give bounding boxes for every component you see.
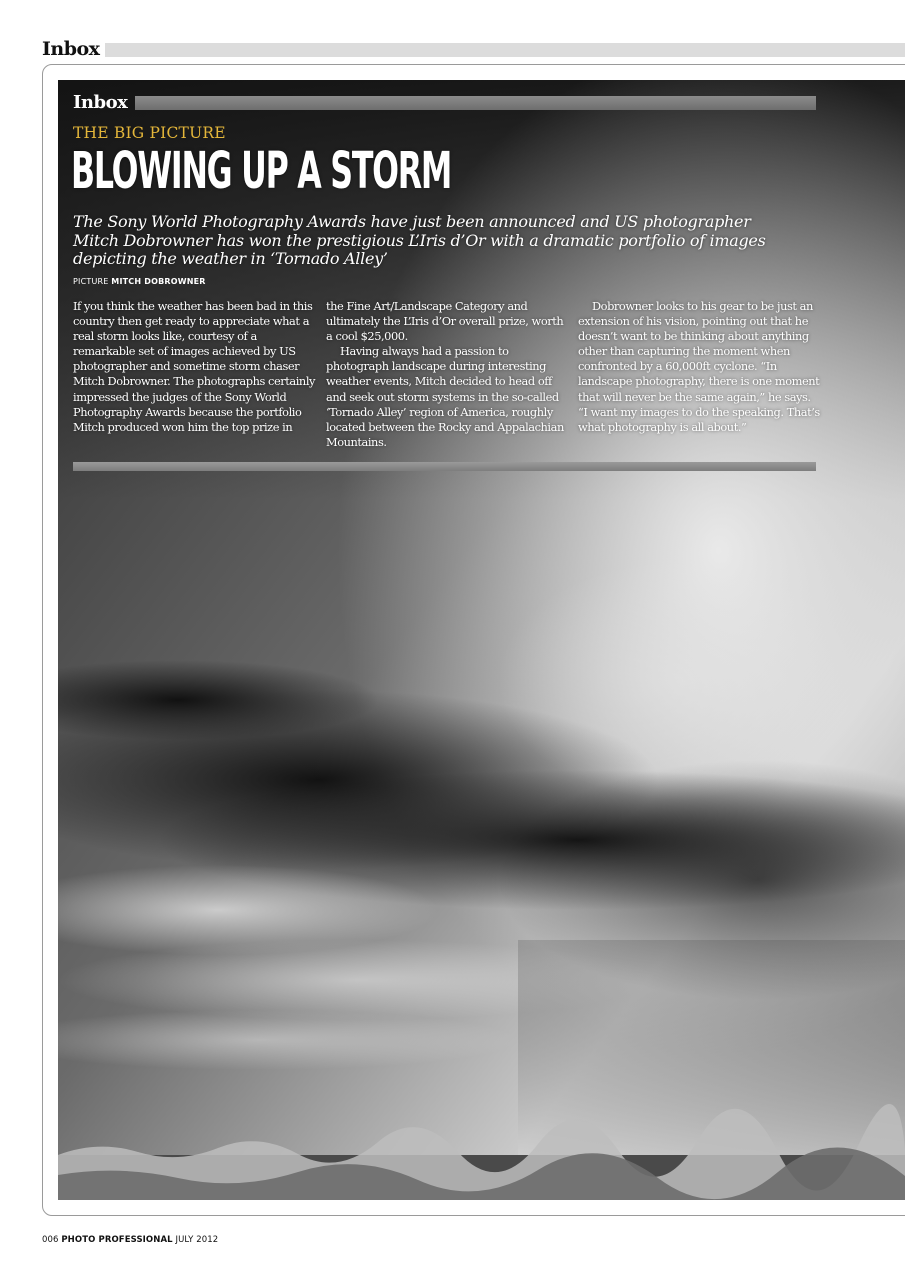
- section-label: Inbox: [42, 38, 100, 60]
- credit-label: PICTURE: [73, 277, 109, 286]
- storm-photograph: [58, 80, 905, 1200]
- text-panel-rule: [73, 462, 816, 471]
- headline: BLOWING UP A STORM: [71, 142, 452, 201]
- page-number: 006: [42, 1235, 59, 1245]
- body-column-1: [73, 299, 315, 435]
- credit-name: MITCH DOBROWNER: [111, 277, 206, 286]
- issue-date: JULY 2012: [175, 1235, 219, 1245]
- body-column-3: [578, 299, 820, 435]
- photo-credit: [73, 277, 206, 286]
- body-column-2: [326, 299, 568, 450]
- body-paragraph: Dobrowner looks to his gear to be just an extension of his vision, pointing out that he doesn’t want to be thinking about anything other than capturing the moment when confronted by a 60,000ft cyclone. “In landscape photography, there is one moment that will never be the same again,” he says. “I want my images to do the speaking. That’s what photography is all about.”: [578, 299, 820, 434]
- section-rule: [105, 43, 905, 57]
- body-paragraph: the Fine Art/Landscape Category and ultimately the L’Iris d’Or overall prize, worth a cool $25,000.: [326, 299, 564, 344]
- page-footer: [42, 1235, 218, 1245]
- body-paragraph: If you think the weather has been bad in this country then get ready to appreciate what a real storm looks like, courtesy of a remarkable set of images achieved by US photographer and sometime storm chaser Mitch Dobrowner. The photographs certainly impressed the judges of the Sony World Photography Awards because the portfolio Mitch produced won him the top prize in: [73, 299, 315, 434]
- inner-section-rule: [135, 96, 816, 110]
- magazine-name: PHOTO PROFESSIONAL: [61, 1235, 173, 1245]
- body-paragraph: Having always had a passion to photograph landscape during interesting weather events, Mitch decided to head off and seek out storm systems in the so-called ‘Tornado Alley’ region of America, roughly located between the Rocky and Appalachian Mountains.: [326, 344, 564, 449]
- inner-section-label: Inbox: [73, 92, 128, 113]
- standfirst: The Sony World Photography Awards have just been announced and US photographer Mitch Dobrowner has won the prestigious L’Iris d’Or with a dramatic portfolio of images depicting the weather in ‘Tornado Alley’: [73, 212, 766, 268]
- kicker: THE BIG PICTURE: [73, 124, 226, 142]
